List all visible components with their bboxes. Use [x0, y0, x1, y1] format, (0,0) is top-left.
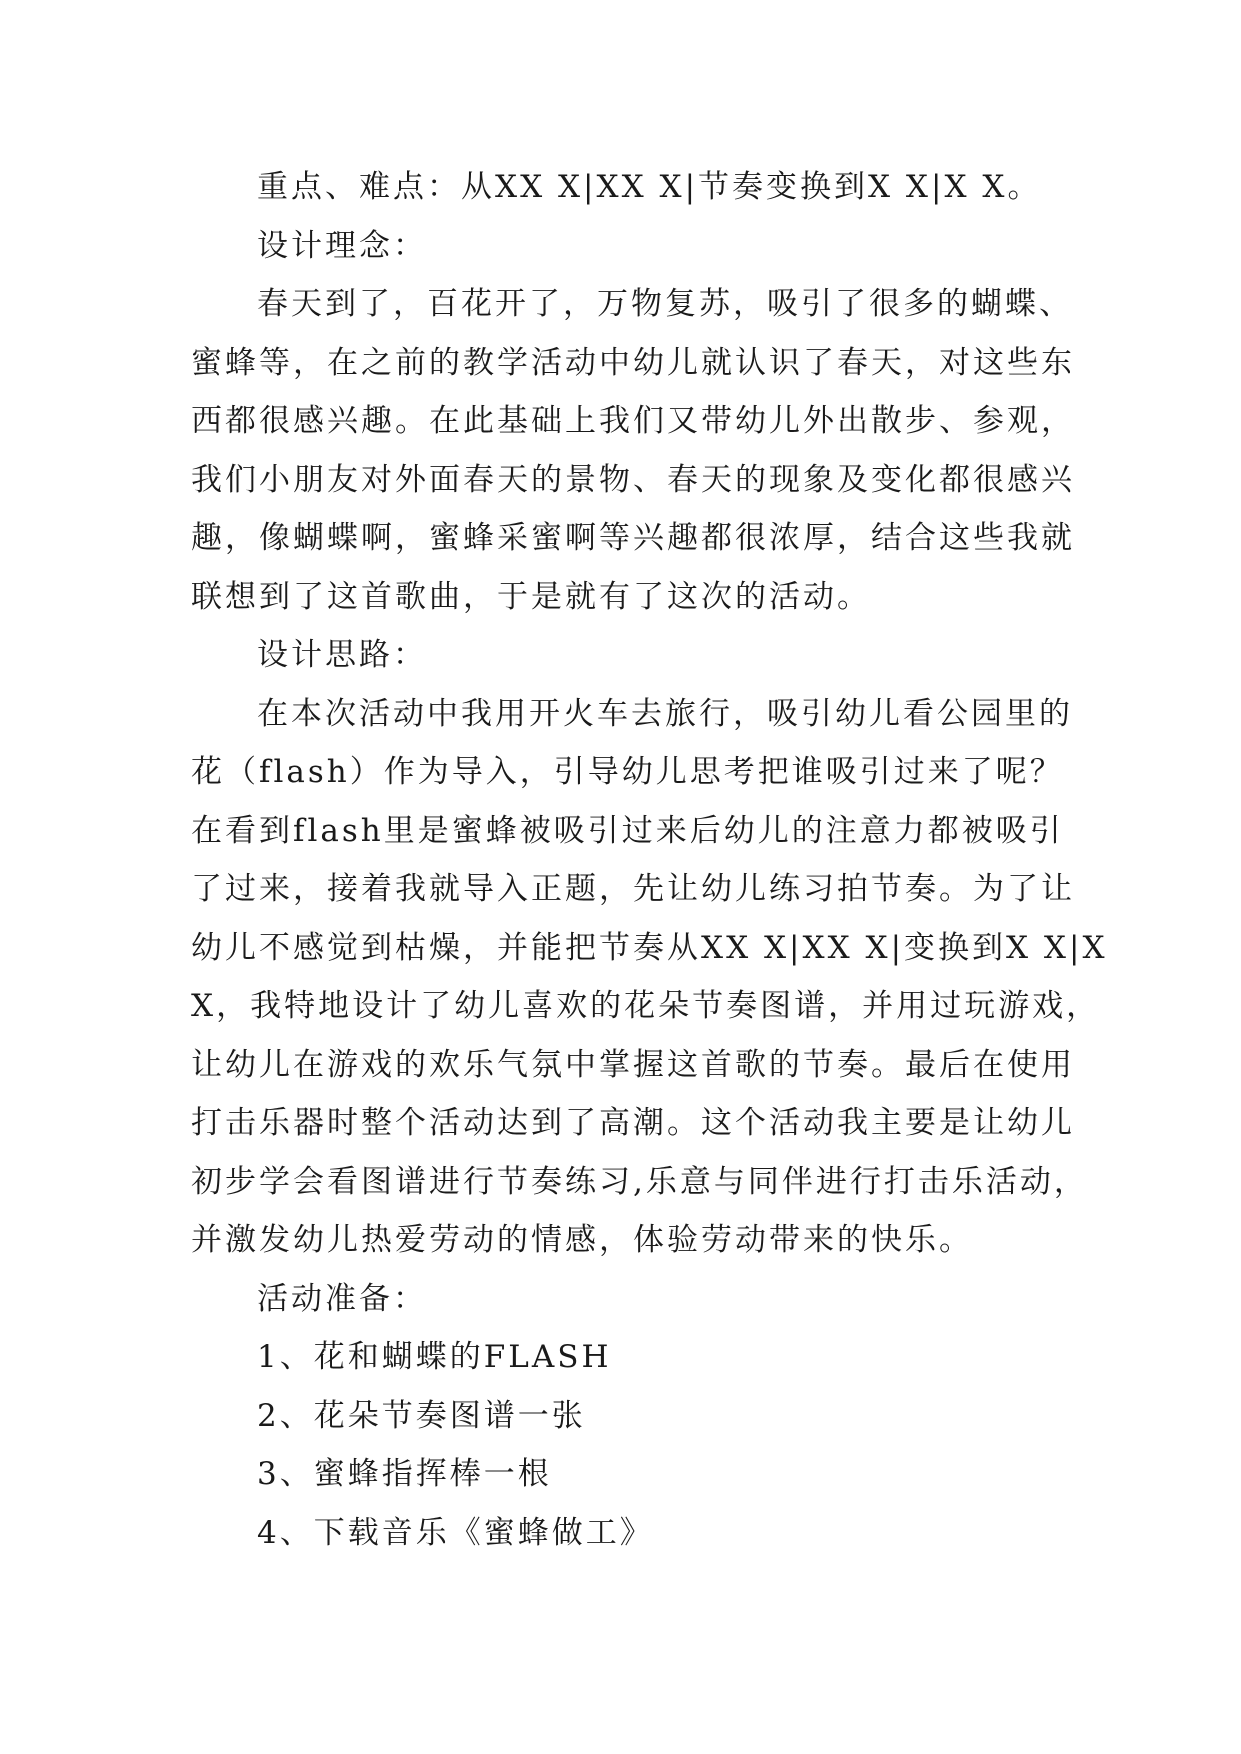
paragraph-line: 在本次活动中我用开火车去旅行，吸引幼儿看公园里的	[257, 695, 1073, 732]
key-points-line: 重点、难点：从XX X|XX X|节奏变换到X X|X X。	[257, 169, 1042, 205]
paragraph-line: 我们小朋友对外面春天的景物、春天的现象及变化都很感兴	[191, 461, 1075, 498]
preparation-item: 3、蜜蜂指挥棒一根	[257, 1456, 552, 1492]
paragraph-line: 并激发幼儿热爱劳动的情感，体验劳动带来的快乐。	[191, 1222, 973, 1258]
paragraph-line: 联想到了这首歌曲，于是就有了这次的活动。	[191, 578, 871, 615]
paragraph-line: 西都很感兴趣。在此基础上我们又带幼儿外出散步、参观，	[191, 403, 1075, 439]
paragraph-line: X，我特地设计了幼儿喜欢的花朵节奏图谱，并用过玩游戏，	[191, 988, 1101, 1024]
paragraph-line: 花（flash）作为导入，引导幼儿思考把谁吸引过来了呢？	[191, 754, 1064, 790]
paragraph-line: 春天到了，百花开了，万物复苏，吸引了很多的蝴蝶、	[257, 286, 1073, 322]
paragraph-line: 蜜蜂等，在之前的教学活动中幼儿就认识了春天，对这些东	[191, 344, 1075, 381]
preparation-item: 4、下载音乐《蜜蜂做工》	[257, 1514, 654, 1551]
paragraph-line: 让幼儿在游戏的欢乐气氛中掌握这首歌的节奏。最后在使用	[191, 1046, 1075, 1083]
paragraph-line: 打击乐器时整个活动达到了高潮。这个活动我主要是让幼儿	[191, 1105, 1075, 1141]
preparation-heading: 活动准备：	[257, 1280, 427, 1317]
paragraph-line: 在看到flash里是蜜蜂被吸引过来后幼儿的注意力都被吸引	[191, 812, 1064, 849]
design-concept-heading: 设计理念：	[257, 227, 427, 264]
preparation-item: 2、花朵节奏图谱一张	[257, 1397, 586, 1434]
preparation-item: 1、花和蝴蝶的FLASH	[257, 1339, 612, 1375]
paragraph-line: 了过来，接着我就导入正题，先让幼儿练习拍节奏。为了让	[191, 871, 1075, 907]
design-idea-heading: 设计思路：	[257, 637, 427, 673]
document-body	[191, 158, 1108, 1562]
paragraph-line: 趣，像蝴蝶啊，蜜蜂采蜜啊等兴趣都很浓厚，结合这些我就	[191, 520, 1075, 556]
paragraph-line: 幼儿不感觉到枯燥，并能把节奏从XX X|XX X|变换到X X|X	[191, 929, 1108, 966]
paragraph-line: 初步学会看图谱进行节奏练习,乐意与同伴进行打击乐活动，	[191, 1163, 1088, 1200]
